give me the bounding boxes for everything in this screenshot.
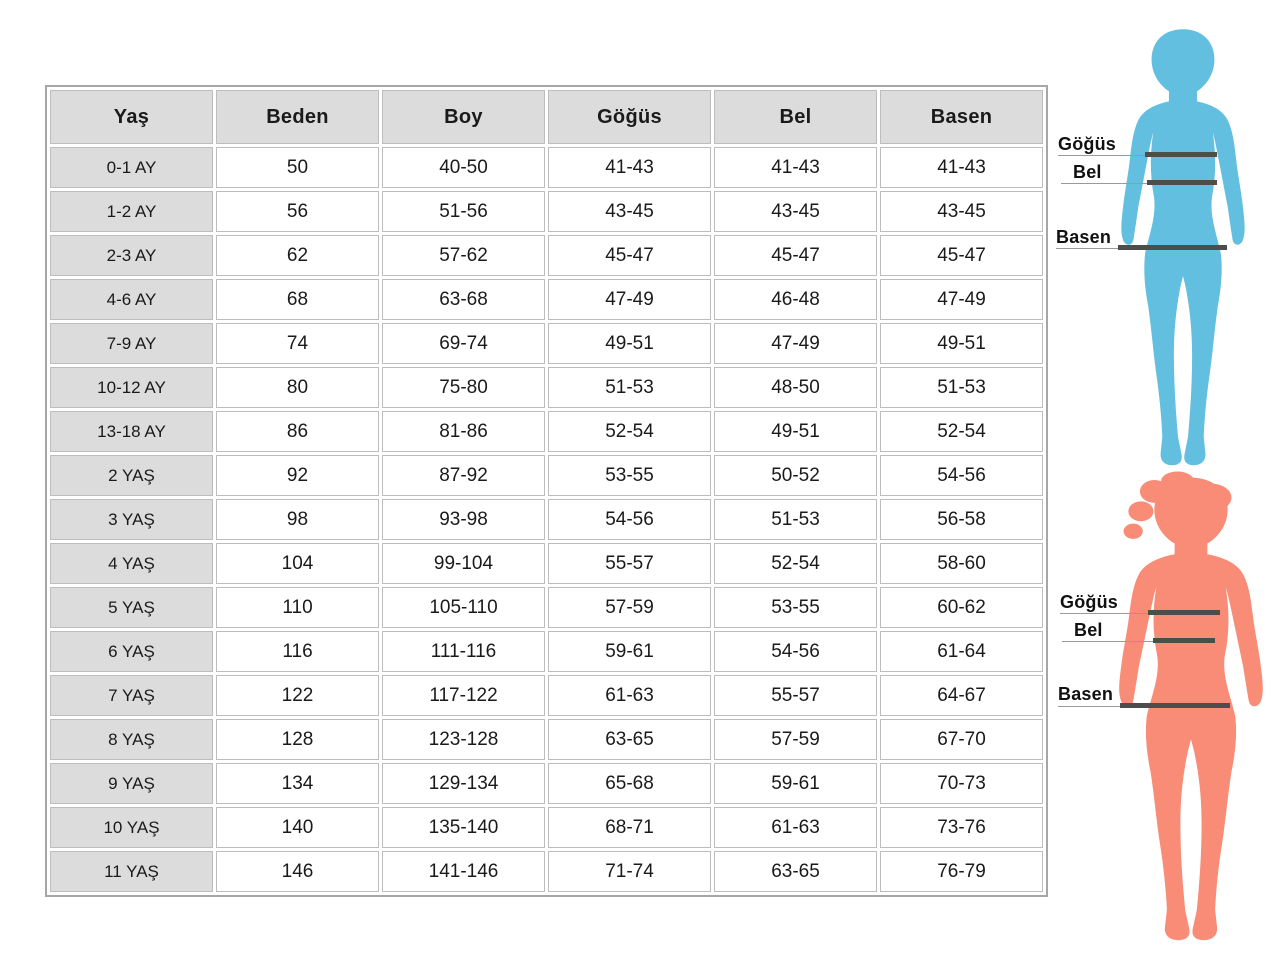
value-cell: 61-64 — [880, 631, 1043, 672]
table-body — [50, 147, 1043, 892]
value-cell: 50-52 — [714, 455, 877, 496]
boy-silhouette — [1092, 22, 1274, 484]
value-cell: 49-51 — [714, 411, 877, 452]
value-cell: 52-54 — [548, 411, 711, 452]
value-cell: 41-43 — [714, 147, 877, 188]
girl-silhouette-svg — [1085, 470, 1280, 960]
value-cell: 86 — [216, 411, 379, 452]
value-cell: 53-55 — [714, 587, 877, 628]
column-header: Yaş — [50, 90, 213, 144]
value-cell: 134 — [216, 763, 379, 804]
value-cell: 70-73 — [880, 763, 1043, 804]
table-row — [50, 147, 1043, 188]
table-row — [50, 367, 1043, 408]
table-row — [50, 191, 1043, 232]
boy-waist-label: Bel — [1073, 162, 1102, 182]
row-header-cell: 10 YAŞ — [50, 807, 213, 848]
value-cell: 45-47 — [548, 235, 711, 276]
value-cell: 59-61 — [714, 763, 877, 804]
value-cell: 55-57 — [548, 543, 711, 584]
value-cell: 52-54 — [880, 411, 1043, 452]
value-cell: 60-62 — [880, 587, 1043, 628]
table-row — [50, 719, 1043, 760]
value-cell: 99-104 — [382, 543, 545, 584]
value-cell: 56 — [216, 191, 379, 232]
value-cell: 58-60 — [880, 543, 1043, 584]
table-row — [50, 323, 1043, 364]
table-row — [50, 807, 1043, 848]
value-cell: 43-45 — [714, 191, 877, 232]
value-cell: 51-53 — [880, 367, 1043, 408]
value-cell: 141-146 — [382, 851, 545, 892]
value-cell: 45-47 — [880, 235, 1043, 276]
boy-chest-label: Göğüs — [1058, 134, 1116, 154]
table-row — [50, 587, 1043, 628]
girl-silhouette — [1085, 470, 1280, 960]
girl-hips-label: Basen — [1058, 684, 1114, 704]
value-cell: 54-56 — [548, 499, 711, 540]
girl-waist-measure-line — [1153, 638, 1215, 643]
value-cell: 56-58 — [880, 499, 1043, 540]
value-cell: 47-49 — [880, 279, 1043, 320]
value-cell: 45-47 — [714, 235, 877, 276]
column-header: Basen — [880, 90, 1043, 144]
column-header: Göğüs — [548, 90, 711, 144]
value-cell: 93-98 — [382, 499, 545, 540]
value-cell: 63-65 — [714, 851, 877, 892]
row-header-cell: 7-9 AY — [50, 323, 213, 364]
value-cell: 122 — [216, 675, 379, 716]
value-cell: 116 — [216, 631, 379, 672]
value-cell: 128 — [216, 719, 379, 760]
row-header-cell: 11 YAŞ — [50, 851, 213, 892]
value-cell: 129-134 — [382, 763, 545, 804]
value-cell: 62 — [216, 235, 379, 276]
value-cell: 53-55 — [548, 455, 711, 496]
boy-waist-measure-line — [1147, 180, 1217, 185]
boy-silhouette-svg — [1092, 22, 1274, 484]
girl-chest-label: Göğüs — [1060, 592, 1118, 612]
column-header: Bel — [714, 90, 877, 144]
value-cell: 43-45 — [548, 191, 711, 232]
table-header-row — [50, 90, 1043, 144]
row-header-cell: 10-12 AY — [50, 367, 213, 408]
value-cell: 98 — [216, 499, 379, 540]
value-cell: 76-79 — [880, 851, 1043, 892]
value-cell: 54-56 — [714, 631, 877, 672]
row-header-cell: 5 YAŞ — [50, 587, 213, 628]
value-cell: 50 — [216, 147, 379, 188]
girl-body-shape — [1119, 478, 1263, 940]
value-cell: 63-65 — [548, 719, 711, 760]
value-cell: 41-43 — [548, 147, 711, 188]
row-header-cell: 6 YAŞ — [50, 631, 213, 672]
table-row — [50, 411, 1043, 452]
table-row — [50, 631, 1043, 672]
value-cell: 41-43 — [880, 147, 1043, 188]
value-cell: 49-51 — [548, 323, 711, 364]
value-cell: 87-92 — [382, 455, 545, 496]
value-cell: 92 — [216, 455, 379, 496]
value-cell: 51-56 — [382, 191, 545, 232]
table-row — [50, 235, 1043, 276]
value-cell: 117-122 — [382, 675, 545, 716]
girl-hips-measure-line — [1120, 703, 1230, 708]
value-cell: 81-86 — [382, 411, 545, 452]
value-cell: 105-110 — [382, 587, 545, 628]
value-cell: 71-74 — [548, 851, 711, 892]
value-cell: 64-67 — [880, 675, 1043, 716]
value-cell: 51-53 — [548, 367, 711, 408]
girl-chest-measure-line — [1148, 610, 1220, 615]
boy-hips-label: Basen — [1056, 227, 1112, 247]
table-row — [50, 851, 1043, 892]
row-header-cell: 13-18 AY — [50, 411, 213, 452]
value-cell: 111-116 — [382, 631, 545, 672]
value-cell: 59-61 — [548, 631, 711, 672]
row-header-cell: 1-2 AY — [50, 191, 213, 232]
value-cell: 123-128 — [382, 719, 545, 760]
value-cell: 69-74 — [382, 323, 545, 364]
value-cell: 52-54 — [714, 543, 877, 584]
value-cell: 110 — [216, 587, 379, 628]
row-header-cell: 2 YAŞ — [50, 455, 213, 496]
value-cell: 57-62 — [382, 235, 545, 276]
value-cell: 51-53 — [714, 499, 877, 540]
row-header-cell: 9 YAŞ — [50, 763, 213, 804]
value-cell: 67-70 — [880, 719, 1043, 760]
column-header: Boy — [382, 90, 545, 144]
table-row — [50, 763, 1043, 804]
value-cell: 104 — [216, 543, 379, 584]
value-cell: 68-71 — [548, 807, 711, 848]
value-cell: 74 — [216, 323, 379, 364]
value-cell: 61-63 — [548, 675, 711, 716]
value-cell: 61-63 — [714, 807, 877, 848]
size-chart — [45, 85, 1048, 897]
table-row — [50, 675, 1043, 716]
value-cell: 73-76 — [880, 807, 1043, 848]
value-cell: 140 — [216, 807, 379, 848]
value-cell: 57-59 — [548, 587, 711, 628]
column-header: Beden — [216, 90, 379, 144]
table-row — [50, 455, 1043, 496]
boy-chest-measure-line — [1145, 152, 1217, 157]
value-cell: 75-80 — [382, 367, 545, 408]
boy-hips-measure-line — [1118, 245, 1227, 250]
row-header-cell: 2-3 AY — [50, 235, 213, 276]
row-header-cell: 4 YAŞ — [50, 543, 213, 584]
row-header-cell: 7 YAŞ — [50, 675, 213, 716]
row-header-cell: 8 YAŞ — [50, 719, 213, 760]
value-cell: 46-48 — [714, 279, 877, 320]
value-cell: 63-68 — [382, 279, 545, 320]
row-header-cell: 0-1 AY — [50, 147, 213, 188]
row-header-cell: 4-6 AY — [50, 279, 213, 320]
value-cell: 47-49 — [548, 279, 711, 320]
row-header-cell: 3 YAŞ — [50, 499, 213, 540]
value-cell: 54-56 — [880, 455, 1043, 496]
value-cell: 80 — [216, 367, 379, 408]
value-cell: 68 — [216, 279, 379, 320]
value-cell: 55-57 — [714, 675, 877, 716]
value-cell: 49-51 — [880, 323, 1043, 364]
value-cell: 135-140 — [382, 807, 545, 848]
table-row — [50, 279, 1043, 320]
value-cell: 57-59 — [714, 719, 877, 760]
value-cell: 65-68 — [548, 763, 711, 804]
value-cell: 40-50 — [382, 147, 545, 188]
value-cell: 43-45 — [880, 191, 1043, 232]
size-chart-table — [45, 85, 1048, 897]
table-row — [50, 543, 1043, 584]
table-row — [50, 499, 1043, 540]
value-cell: 146 — [216, 851, 379, 892]
value-cell: 48-50 — [714, 367, 877, 408]
value-cell: 47-49 — [714, 323, 877, 364]
girl-waist-label: Bel — [1074, 620, 1103, 640]
